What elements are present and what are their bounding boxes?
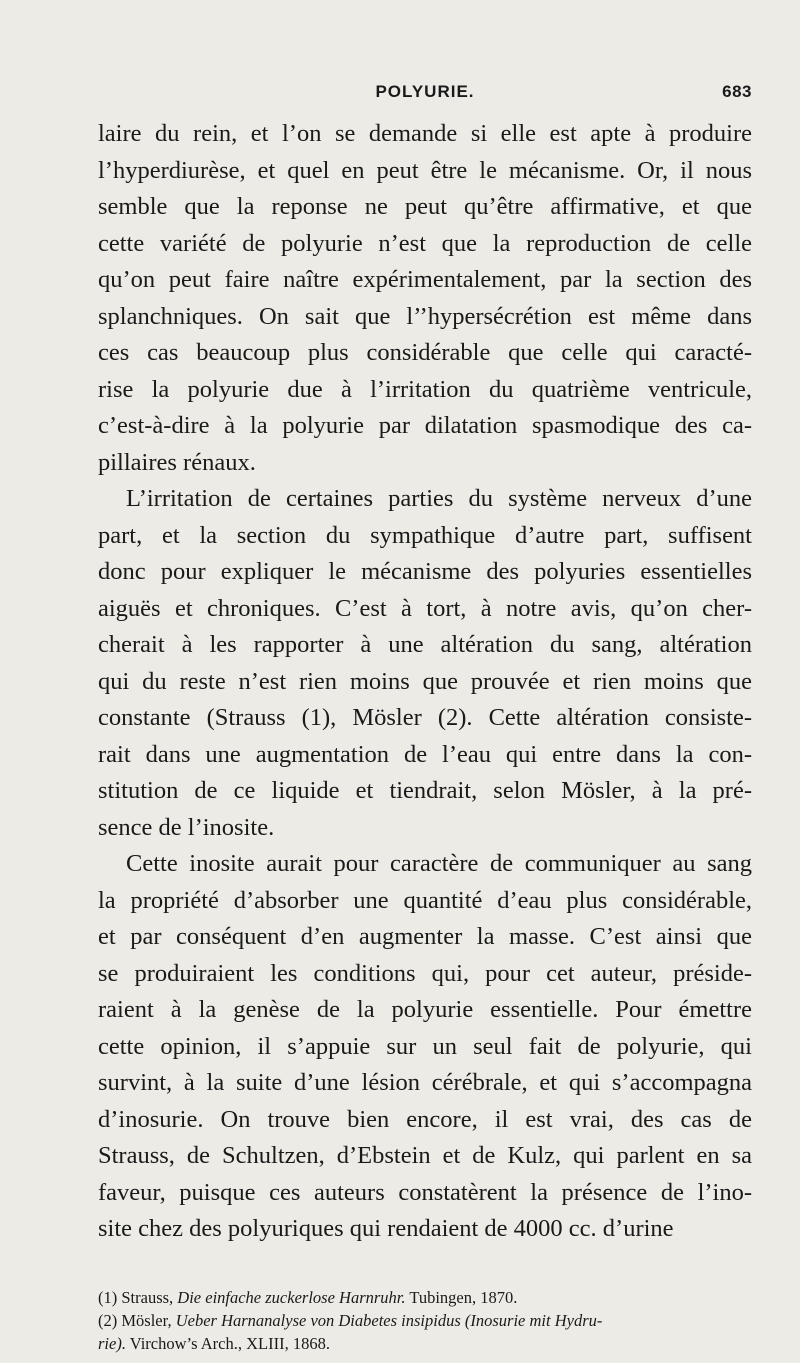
text-line: stitution de ce liquide et tiendrait, selon Mösler, à la pré- [98, 777, 752, 804]
footnote-title: Die einfache zuckerlose Harnruhr. [177, 1288, 406, 1307]
footnotes [98, 1286, 752, 1355]
text-line: faveur, puisque ces auteurs constatèrent la présence de l’ino- [98, 1178, 752, 1206]
text-line: survint, à la suite d’une lésion cérébrale, et qui s’accompagna [98, 1069, 752, 1096]
text-line: cette opinion, il s’appuie sur un seul fait de polyurie, qui [98, 1032, 752, 1060]
text-line: rait dans une augmentation de l’eau qui entre dans la con- [98, 740, 752, 768]
text-line: ces cas beaucoup plus considérable que celle qui caracté- [98, 339, 752, 366]
text-line: d’inosurie. On trouve bien encore, il est vrai, des cas de [98, 1105, 752, 1133]
footnote-marker: (2) [98, 1311, 118, 1330]
text-line: qui du reste n’est rien moins que prouvée et rien moins que [98, 667, 752, 695]
text-line: aiguës et chroniques. C’est à tort, à notre avis, qu’on cher- [98, 594, 752, 622]
text-line: qu’on peut faire naître expérimentalement, par la section des [98, 266, 752, 293]
footnote-author: Strauss, [121, 1288, 174, 1307]
running-head [98, 82, 752, 108]
footnote-2-continued [98, 1332, 752, 1355]
text-line: c’est-à-dire à la polyurie par dilatation spasmodique des ca- [98, 412, 752, 439]
text-line: cherait à les rapporter à une altération du sang, altération [98, 631, 752, 658]
text-line: l’hyperdiurèse, et quel en peut être le mécanisme. Or, il nous [98, 156, 752, 184]
footnote-1 [98, 1286, 752, 1309]
text-line: raient à la genèse de la polyurie essentielle. Pour émettre [98, 996, 752, 1023]
text-line: splanchniques. On sait que l’’hypersécrétion est même dans [98, 302, 752, 330]
text-line: rise la polyurie due à l’irritation du quatrième ventricule, [98, 375, 752, 403]
text-line: site chez des polyuriques qui rendaient de 4000 cc. d’urine [98, 1215, 674, 1242]
text-line: la propriété d’absorber une quantité d’eau plus considérable, [98, 886, 752, 914]
footnote-author: Mösler, [121, 1311, 172, 1330]
text-line: constante (Strauss (1), Mösler (2). Cette altération consiste- [98, 704, 752, 731]
text-line: cette variété de polyurie n’est que la reproduction de celle [98, 229, 752, 257]
footnote-rest: Virchow’s Arch., XLIII, 1868. [129, 1334, 330, 1353]
footnote-title-continued: rie). [98, 1334, 126, 1353]
text-line: laire du rein, et l’on se demande si elle est apte à produire [98, 120, 752, 147]
text-line: part, et la section du sympathique d’autre part, suffisent [98, 521, 752, 549]
footnote-marker: (1) [98, 1288, 118, 1307]
text-line: pillaires rénaux. [98, 448, 256, 476]
footnote-title: Ueber Harnanalyse von Diabetes insipidus (Inosurie mit Hydru- [175, 1311, 603, 1330]
text-line: semble que la reponse ne peut qu’être affirmative, et que [98, 193, 752, 220]
text-line: et par conséquent d’en augmenter la masse. C’est ainsi que [98, 923, 752, 950]
text-line: Cette inosite aurait pour caractère de communiquer au sang [126, 850, 752, 877]
body-text [98, 116, 752, 1248]
text-line: L’irritation de certaines parties du système nerveux d’une [126, 485, 752, 512]
text-line: donc pour expliquer le mécanisme des polyuries essentielles [98, 558, 752, 585]
running-title: POLYURIE. [375, 82, 475, 101]
footnote-2 [98, 1309, 752, 1332]
text-line: Strauss, de Schultzen, d’Ebstein et de Kulz, qui parlent en sa [98, 1142, 752, 1169]
text-line: sence de l’inosite. [98, 813, 275, 841]
footnote-rest: Tubingen, 1870. [409, 1288, 518, 1307]
page-number: 683 [722, 82, 752, 101]
text-line: se produiraient les conditions qui, pour cet auteur, préside- [98, 959, 752, 987]
